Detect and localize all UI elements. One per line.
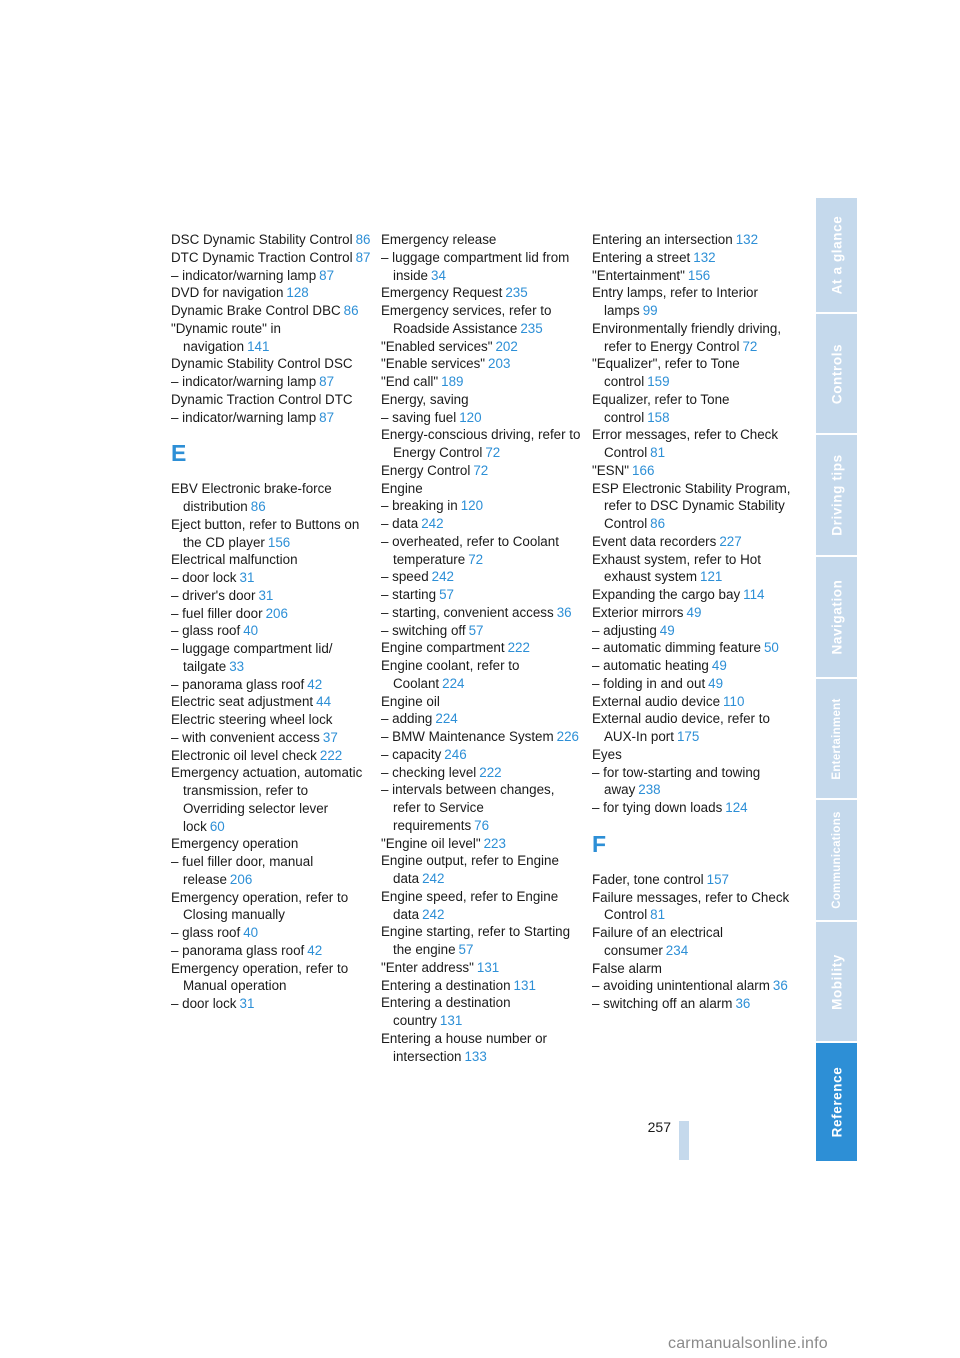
- index-entry: [381, 888, 581, 924]
- index-entry: [381, 568, 581, 586]
- index-entry-term: Fader, tone control: [592, 871, 704, 887]
- index-entry-term: Exterior mirrors: [592, 604, 684, 620]
- index-entry: [171, 249, 371, 267]
- index-entry: [171, 355, 371, 373]
- index-page-link[interactable]: 42: [307, 942, 323, 958]
- index-page-link[interactable]: 86: [343, 303, 359, 318]
- index-page-link[interactable]: 49: [708, 675, 724, 691]
- index-entry: [381, 657, 581, 693]
- index-page-link[interactable]: 44: [316, 694, 332, 710]
- index-entry-term: – checking level: [381, 764, 477, 780]
- index-entry-term: Equalizer, refer to Tone control: [592, 391, 730, 425]
- index-entry: [381, 338, 581, 356]
- index-page-link[interactable]: 242: [422, 906, 445, 922]
- index-page-link[interactable]: 49: [686, 604, 702, 620]
- index-entry: [381, 391, 581, 409]
- index-entry-term: Energy, saving: [381, 391, 469, 407]
- index-entry: [381, 994, 581, 1030]
- index-entry: [381, 533, 581, 569]
- index-entry: [381, 373, 581, 391]
- index-entry: [171, 231, 371, 249]
- index-entry: [592, 693, 792, 711]
- index-entry: [381, 835, 581, 853]
- index-entry: [171, 747, 371, 765]
- index-entry: [381, 480, 581, 498]
- index-entry-term: – intervals between changes, refer to Service requirements: [381, 782, 555, 833]
- section-tab-label: Entertainment: [830, 697, 843, 780]
- section-tab[interactable]: [816, 1043, 857, 1161]
- index-entry: [592, 249, 792, 267]
- index-entry-term: Entering a street: [592, 249, 691, 265]
- index-entry: [592, 657, 792, 675]
- index-page-link[interactable]: 224: [435, 711, 458, 727]
- index-entry-term: – door lock: [171, 996, 237, 1011]
- index-entry-term: Environmentally friendly driving, refer to Energy Control: [592, 320, 782, 354]
- watermark-text: carmanualsonline.info: [668, 1335, 828, 1352]
- index-page-link[interactable]: 206: [265, 605, 288, 621]
- index-page-link[interactable]: 131: [513, 977, 536, 993]
- index-page-link[interactable]: 31: [239, 570, 255, 585]
- index-entry: [171, 622, 371, 640]
- index-entry-term: – BMW Maintenance System: [381, 729, 554, 744]
- index-entry: [171, 853, 371, 889]
- index-page-link[interactable]: 81: [650, 907, 666, 923]
- index-entry: [171, 409, 371, 427]
- index-entry: [592, 710, 792, 746]
- index-page-link[interactable]: 50: [763, 640, 779, 656]
- index-entry-term: Engine oil: [381, 693, 440, 709]
- index-entry: [592, 977, 792, 995]
- index-entry-term: – door lock: [171, 570, 237, 585]
- index-entry: [381, 302, 581, 338]
- index-entry-term: Emergency release: [381, 232, 497, 247]
- index-entry-term: Dynamic Brake Control DBC: [171, 303, 341, 318]
- index-page-link[interactable]: 131: [439, 1013, 463, 1028]
- section-tab[interactable]: [816, 557, 857, 677]
- index-entry-term: – with convenient access: [171, 729, 320, 745]
- index-page-link[interactable]: 86: [355, 232, 371, 247]
- index-page-link[interactable]: 49: [711, 658, 727, 673]
- index-page-link[interactable]: 132: [693, 249, 716, 265]
- index-page-link[interactable]: 86: [250, 499, 266, 514]
- index-entry-term: "Entertainment": [592, 267, 685, 283]
- index-page-link[interactable]: 87: [319, 374, 335, 389]
- index-page-link[interactable]: 124: [725, 800, 748, 815]
- index-entry-term: Emergency services, refer to Roadside Assistance: [381, 303, 552, 336]
- index-page-link[interactable]: 222: [507, 640, 530, 656]
- index-page-link[interactable]: 76: [474, 817, 490, 833]
- index-entry-term: Error messages, refer to Check Control: [592, 427, 779, 460]
- index-entry-term: Exhaust system, refer to Hot exhaust system: [592, 551, 761, 585]
- section-tab[interactable]: [816, 922, 857, 1041]
- index-entry-term: Dynamic Traction Control DTC: [171, 391, 353, 407]
- index-entry: [381, 710, 581, 728]
- section-tab-label: Communications: [830, 811, 843, 909]
- index-page-link[interactable]: 36: [735, 996, 751, 1011]
- index-page-link[interactable]: 206: [229, 871, 253, 887]
- index-entry-term: – switching off an alarm: [592, 996, 733, 1011]
- index-entry: [171, 995, 371, 1013]
- section-tabs: [816, 198, 857, 1163]
- index-entry-term: Event data recorders: [592, 533, 717, 549]
- index-page-link[interactable]: 141: [247, 338, 270, 354]
- index-page-link[interactable]: 40: [243, 925, 259, 940]
- index-entry-term: – adding: [381, 711, 433, 727]
- index-entry: [171, 605, 371, 623]
- index-page-link[interactable]: 87: [319, 267, 335, 283]
- index-entry-term: "Enable services": [381, 356, 486, 372]
- index-entry-term: – indicator/warning lamp: [171, 374, 317, 389]
- index-entry-term: DTC Dynamic Traction Control: [171, 249, 353, 265]
- index-entry-term: Engine starting, refer to Starting the engine: [381, 924, 571, 957]
- section-tab-label: Mobility: [829, 953, 844, 1010]
- index-entry: [381, 586, 581, 604]
- index-entry-term: – breaking in: [381, 498, 458, 514]
- index-entry: [592, 480, 792, 533]
- index-page-link[interactable]: 57: [468, 622, 484, 638]
- index-page-link[interactable]: 33: [229, 658, 245, 674]
- index-entry: [592, 284, 792, 320]
- index-entry: [381, 746, 581, 764]
- index-entry-term: Emergency operation, refer to Manual operation: [171, 960, 349, 994]
- index-entry: [171, 942, 371, 960]
- index-entry-term: – luggage compartment lid from inside: [381, 249, 570, 283]
- index-entry: [171, 267, 371, 285]
- index-column-3: [592, 231, 792, 1013]
- index-entry-term: – indicator/warning lamp: [171, 409, 317, 425]
- index-page-link[interactable]: 227: [719, 533, 742, 549]
- index-page-link[interactable]: 31: [239, 996, 255, 1011]
- index-column-1: [171, 231, 371, 1013]
- index-entry-term: "Enabled services": [381, 338, 493, 354]
- index-page-link[interactable]: 242: [431, 569, 454, 585]
- index-entry-term: – fuel filler door, manual release: [171, 854, 314, 887]
- index-entry-term: – for tow-starting and towing away: [592, 764, 761, 798]
- section-tab-label: At a glance: [829, 215, 844, 295]
- index-page-link[interactable]: 60: [209, 818, 225, 834]
- index-page-link[interactable]: 222: [319, 747, 343, 763]
- index-page-link[interactable]: 49: [659, 622, 675, 638]
- index-entry: [381, 923, 581, 959]
- index-entry: [592, 995, 792, 1013]
- index-entry-term: – panorama glass roof: [171, 676, 305, 692]
- index-entry: [592, 231, 792, 249]
- page-number: 257: [647, 1119, 671, 1135]
- index-page-link[interactable]: 202: [495, 338, 518, 354]
- index-entry-term: – driver's door: [171, 587, 256, 603]
- index-entry-term: Engine: [381, 480, 423, 496]
- index-entry: [381, 959, 581, 977]
- index-entry: [381, 497, 581, 515]
- index-entry-term: Energy-conscious driving, refer to Energy Control: [381, 427, 581, 460]
- index-entry-term: Emergency operation: [171, 836, 299, 852]
- index-entry: [171, 587, 371, 605]
- index-entry-term: – folding in and out: [592, 675, 706, 691]
- index-entry: [592, 799, 792, 817]
- index-page-link[interactable]: 156: [687, 267, 711, 283]
- index-entry: [171, 764, 371, 835]
- index-page-link[interactable]: 87: [355, 249, 371, 265]
- index-entry-term: – switching off: [381, 622, 466, 638]
- index-entry-term: External audio device: [592, 693, 721, 709]
- index-page-link[interactable]: 72: [468, 551, 484, 567]
- section-tab[interactable]: [816, 314, 857, 433]
- index-entry: [171, 480, 371, 516]
- index-entry-term: External audio device, refer to AUX-In port: [592, 711, 770, 744]
- index-entry-term: ESP Electronic Stability Program, refer to DSC Dynamic Stability Control: [592, 480, 791, 531]
- section-tab[interactable]: [816, 800, 857, 920]
- index-entry-term: Eject button, refer to Buttons on the CD player: [171, 516, 360, 550]
- section-tab-label: Navigation: [829, 579, 844, 655]
- index-page-link[interactable]: 203: [488, 356, 511, 372]
- index-page-link[interactable]: 31: [258, 587, 274, 603]
- index-entry-term: Failure of an electrical consumer: [592, 925, 723, 958]
- index-letter-heading: F: [592, 830, 607, 857]
- index-entry: [592, 391, 792, 427]
- index-page-link[interactable]: 36: [556, 604, 572, 620]
- index-entry-term: Emergency Request: [381, 285, 503, 301]
- index-entry: [171, 693, 371, 711]
- section-tab[interactable]: [816, 198, 857, 312]
- index-page-link[interactable]: 120: [459, 409, 482, 425]
- index-page-link[interactable]: 72: [473, 462, 489, 478]
- index-page-link[interactable]: 131: [476, 959, 500, 975]
- index-entry: [171, 391, 371, 409]
- index-page-link[interactable]: 156: [267, 534, 291, 550]
- index-entry-term: – automatic dimming feature: [592, 640, 761, 656]
- index-entry: [171, 373, 371, 391]
- index-entry: [171, 889, 371, 925]
- index-entry: [381, 355, 581, 373]
- index-entry: [592, 320, 792, 356]
- index-entry: [592, 267, 792, 285]
- index-entry-term: EBV Electronic brake-force distribution: [171, 481, 332, 514]
- index-entry-term: "Equalizer", refer to Tone control: [592, 356, 740, 389]
- index-entry: [592, 355, 792, 391]
- index-entry: [592, 462, 792, 480]
- index-page-link[interactable]: 34: [431, 267, 446, 283]
- index-entry-term: – capacity: [381, 746, 442, 762]
- index-page-link[interactable]: 242: [422, 871, 445, 886]
- index-page-link[interactable]: 226: [556, 729, 579, 744]
- index-page-link[interactable]: 57: [439, 587, 454, 602]
- index-entry-term: Engine compartment: [381, 640, 505, 656]
- index-entry: [381, 604, 581, 622]
- index-entry: [171, 569, 371, 587]
- index-entry-term: – adjusting: [592, 622, 657, 638]
- section-tab-label: Controls: [829, 343, 844, 404]
- index-entry: [381, 728, 581, 746]
- index-page-link[interactable]: 235: [520, 320, 543, 336]
- index-entry: [592, 604, 792, 622]
- index-entry: [592, 871, 792, 889]
- index-page-link[interactable]: 224: [442, 675, 465, 691]
- index-page-link[interactable]: 114: [743, 587, 765, 602]
- index-page-link[interactable]: 72: [485, 445, 501, 460]
- index-entry: [171, 284, 371, 302]
- section-tab-label: Driving tips: [829, 454, 844, 536]
- index-entry-term: "ESN": [592, 462, 630, 478]
- index-entry-term: – glass roof: [171, 925, 241, 940]
- index-page-link[interactable]: 121: [700, 569, 723, 585]
- section-tab-label: Reference: [829, 1066, 844, 1138]
- index-entry: [592, 889, 792, 925]
- index-entry-term: Expanding the cargo bay: [592, 587, 741, 602]
- index-page-link[interactable]: 110: [723, 693, 745, 709]
- index-entry-term: Electrical malfunction: [171, 552, 298, 568]
- index-entry-term: – overheated, refer to Coolant temperature: [381, 533, 559, 567]
- index-page-link[interactable]: 175: [676, 729, 700, 744]
- index-page-link[interactable]: 238: [638, 782, 661, 798]
- index-page-link[interactable]: 157: [706, 871, 729, 887]
- index-column-2: [381, 231, 581, 1065]
- index-entry-term: – saving fuel: [381, 409, 457, 425]
- index-entry: [592, 746, 792, 764]
- index-entry: [592, 426, 792, 462]
- index-page-link[interactable]: 40: [243, 623, 259, 639]
- index-entry-term: "Dynamic route" in navigation: [171, 320, 281, 354]
- index-entry-term: Emergency operation, refer to Closing manually: [171, 889, 349, 923]
- index-entry: [592, 551, 792, 587]
- index-entry: [592, 764, 792, 800]
- index-entry: [171, 516, 371, 552]
- index-page-link[interactable]: 242: [421, 516, 444, 531]
- index-page-link[interactable]: 37: [322, 729, 338, 745]
- index-entry: [171, 960, 371, 996]
- index-entry: [381, 462, 581, 480]
- index-entry: [171, 320, 371, 356]
- index-entry: [381, 515, 581, 533]
- index-letter-heading: E: [171, 440, 187, 467]
- index-entry-term: – data: [381, 516, 419, 531]
- index-page-link[interactable]: 222: [479, 764, 502, 780]
- index-entry-term: "Enter address": [381, 959, 474, 975]
- index-entry: [592, 639, 792, 657]
- index-page-link[interactable]: 132: [735, 232, 759, 247]
- index-entry-term: Failure messages, refer to Check Control: [592, 889, 790, 923]
- index-entry: [592, 924, 792, 960]
- index-entry-term: – avoiding unintentional alarm: [592, 978, 770, 994]
- index-entry-term: Entering a house number or intersection: [381, 1030, 547, 1064]
- index-entry: [381, 622, 581, 640]
- index-page-link[interactable]: 72: [742, 338, 758, 354]
- index-entry-term: – speed: [381, 569, 429, 585]
- index-page-link[interactable]: 166: [632, 462, 655, 478]
- index-entry: [381, 1030, 581, 1066]
- index-entry: [381, 693, 581, 711]
- index-entry: [381, 231, 581, 249]
- index-entry: [171, 640, 371, 676]
- index-entry: [381, 764, 581, 782]
- index-entry-term: Dynamic Stability Control DSC: [171, 356, 353, 372]
- index-entry: [171, 676, 371, 694]
- index-entry: [381, 409, 581, 427]
- index-entry-term: – automatic heating: [592, 658, 709, 673]
- index-page-link[interactable]: 86: [650, 516, 666, 531]
- index-page-link[interactable]: 57: [458, 942, 474, 957]
- index-entry-term: – starting, convenient access: [381, 604, 554, 620]
- index-entry-term: Electric steering wheel lock: [171, 712, 333, 727]
- index-entry-term: "End call": [381, 374, 439, 389]
- index-page-link[interactable]: 133: [464, 1048, 487, 1064]
- index-page-link[interactable]: 42: [307, 676, 323, 692]
- index-entry-term: Eyes: [592, 746, 622, 762]
- index-page-link[interactable]: 246: [444, 746, 467, 762]
- index-entry-term: – for tying down loads: [592, 800, 723, 815]
- index-page-link[interactable]: 87: [319, 409, 335, 425]
- index-entry-term: – fuel filler door: [171, 605, 263, 621]
- index-entry: [592, 533, 792, 551]
- index-entry-term: DSC Dynamic Stability Control: [171, 232, 353, 247]
- index-entry: [171, 711, 371, 729]
- index-entry: [381, 284, 581, 302]
- index-entry: [381, 249, 581, 285]
- index-entry-term: Entering an intersection: [592, 232, 733, 247]
- index-page-link[interactable]: 128: [286, 285, 309, 301]
- index-entry-term: Entry lamps, refer to Interior lamps: [592, 285, 758, 318]
- index-page-link[interactable]: 36: [772, 978, 788, 994]
- index-entry-term: False alarm: [592, 960, 662, 976]
- index-page-link[interactable]: 223: [483, 835, 506, 851]
- index-entry-term: "Engine oil level": [381, 835, 481, 851]
- index-entry: [381, 426, 581, 462]
- index-entry-term: – indicator/warning lamp: [171, 267, 317, 283]
- index-page-link[interactable]: 99: [642, 303, 658, 318]
- index-entry-term: Electronic oil level check: [171, 747, 317, 763]
- index-entry: [381, 977, 581, 995]
- index-page-link[interactable]: 234: [665, 942, 689, 958]
- index-entry: [171, 551, 371, 569]
- section-tab[interactable]: [816, 679, 857, 798]
- index-entry-term: Engine speed, refer to Engine data: [381, 888, 559, 922]
- index-entry-term: Entering a destination country: [381, 995, 511, 1028]
- index-entry: [381, 852, 581, 888]
- index-entry: [171, 924, 371, 942]
- index-page-link[interactable]: 81: [650, 445, 666, 460]
- index-page-link[interactable]: 189: [441, 374, 464, 389]
- index-entry: [171, 729, 371, 747]
- index-entry: [592, 675, 792, 693]
- index-entry: [171, 302, 371, 320]
- page-number-bar: [679, 1121, 689, 1160]
- index-entry-term: Energy Control: [381, 462, 471, 478]
- index-page-link[interactable]: 159: [647, 374, 670, 389]
- index-entry-term: – starting: [381, 587, 437, 602]
- index-entry: [592, 622, 792, 640]
- index-page-link[interactable]: 120: [460, 498, 484, 514]
- index-entry-term: – glass roof: [171, 623, 241, 639]
- index-entry-term: – panorama glass roof: [171, 942, 305, 958]
- index-entry: [381, 781, 581, 834]
- index-entry-term: Emergency actuation, automatic transmission, refer to Overriding selector lever lock: [171, 765, 363, 834]
- index-entry-term: Entering a destination: [381, 977, 511, 993]
- index-entry: [171, 835, 371, 853]
- index-page-link[interactable]: 158: [647, 409, 670, 425]
- index-entry-term: Electric seat adjustment: [171, 694, 314, 710]
- index-entry: [592, 960, 792, 978]
- section-tab[interactable]: [816, 435, 857, 555]
- index-entry: [381, 639, 581, 657]
- index-entry-term: DVD for navigation: [171, 285, 284, 301]
- index-page-link[interactable]: 235: [505, 285, 528, 301]
- index-entry-term: Engine coolant, refer to Coolant: [381, 658, 520, 691]
- index-entry-term: Engine output, refer to Engine data: [381, 853, 559, 886]
- index-entry-term: – luggage compartment lid/ tailgate: [171, 641, 333, 674]
- index-entry: [592, 586, 792, 604]
